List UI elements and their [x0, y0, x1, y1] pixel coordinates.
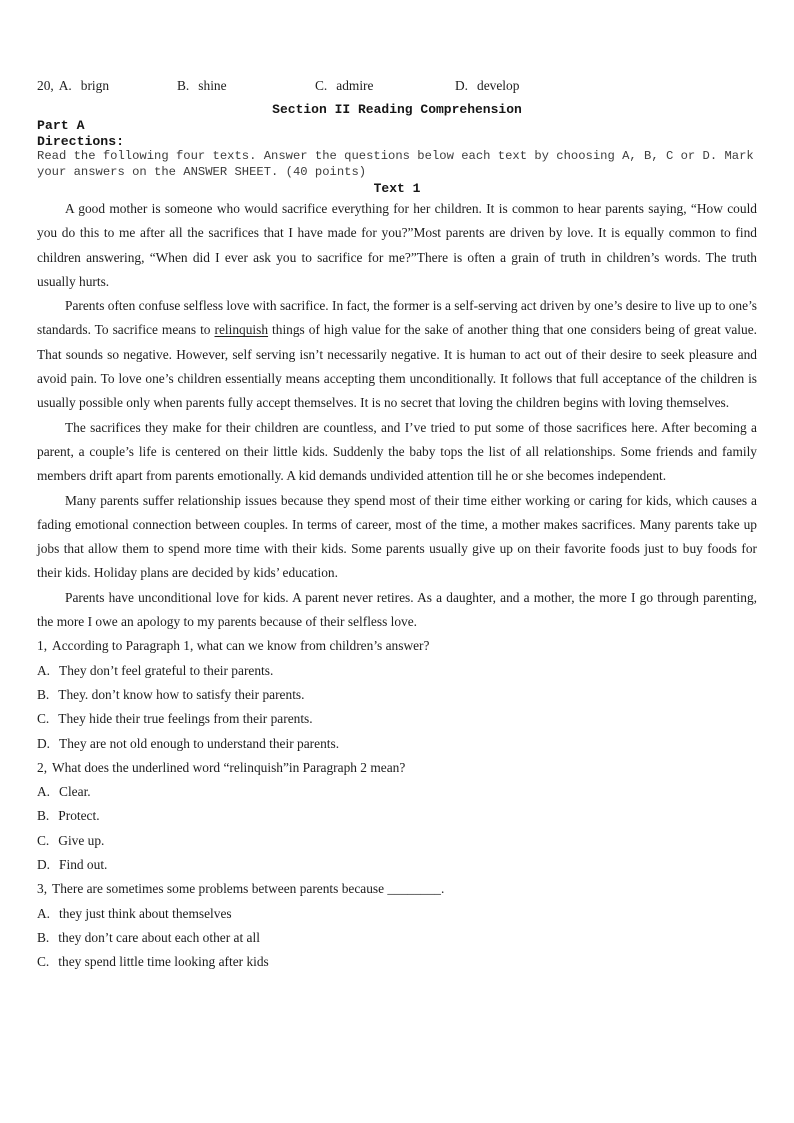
option-c-label: C.	[315, 78, 328, 93]
question-20-row	[37, 77, 757, 94]
option-label: B.	[37, 686, 50, 702]
part-a-label: Part A	[37, 118, 85, 133]
passage-paragraph-2	[37, 294, 757, 415]
option-label: B.	[37, 929, 50, 945]
question-3-option-a	[37, 902, 757, 926]
question-20-option-b	[177, 77, 315, 94]
question-2-option-a	[37, 780, 757, 804]
option-a-text: brign	[80, 78, 110, 93]
option-label: D.	[37, 735, 51, 751]
underlined-word-relinquish: relinquish	[214, 322, 269, 338]
question-3	[37, 877, 757, 974]
option-b-label: B.	[177, 78, 190, 93]
option-label: A.	[37, 784, 51, 800]
option-text: they don’t care about each other at all	[58, 929, 260, 945]
passage-paragraph-5: Parents have unconditional love for kids. A parent never retires. As a daughter, and a mother, the more I go through parenting, the more I owe an apology to my parents because of their selfless love.	[37, 589, 757, 630]
question-2-stem	[37, 756, 757, 780]
reading-passage	[37, 197, 757, 634]
paragraph-2-after: things of high value for the sake of another thing that one considers being of great value. That sounds so negative. However, self serving isn’t necessarily negative. It is human to act out of their desire to seek pleasure and avoid pain. To love one’s children essentially means accepting them unconditionally. It follows that full acceptance of the children is usually possible only when parents fully accept themselves. It is no secret that loving the children begins with loving themselves.	[37, 322, 757, 411]
option-text: They are not old enough to understand their parents.	[59, 735, 340, 751]
paragraph-2-before: Parents often confuse selfless love with sacrifice. In fact, the former is a self-serving act driven by one’s desire to live up to one’s standards. To sacrifice means to	[37, 298, 758, 338]
option-text: Protect.	[58, 808, 100, 824]
option-label: C.	[37, 711, 50, 727]
question-3-stem	[37, 877, 757, 901]
option-label: C.	[37, 832, 50, 848]
question-1-option-c	[37, 707, 757, 731]
text-1-title: Text 1	[373, 181, 421, 196]
question-1-text: According to Paragraph 1, what can we know from children’s answer?	[52, 638, 430, 654]
question-1	[37, 634, 757, 755]
directions-label: Directions:	[37, 134, 125, 149]
option-label: A.	[37, 905, 51, 921]
question-2-text: What does the underlined word “relinquish”in Paragraph 2 mean?	[52, 759, 406, 775]
question-20-option-c	[315, 77, 455, 94]
option-text: They don’t feel grateful to their parents.	[59, 662, 274, 678]
question-20-option-a	[37, 77, 177, 94]
option-c-text: admire	[336, 78, 374, 93]
question-3-number: 3,	[37, 881, 48, 897]
option-label: A.	[37, 662, 51, 678]
option-label: B.	[37, 808, 50, 824]
option-label: D.	[37, 857, 51, 873]
passage-paragraph-1: A good mother is someone who would sacrifice everything for her children. It is common to hear parents saying, “How could you do this to me after all the sacrifices that I have made for you?”Most parents are driven by love. It is equally common to find children answering, “When did I ever ask you to sacrifice for me?”There is often a grain of truth in children’s words. The truth usually hurts.	[37, 201, 757, 289]
question-20-option-d	[455, 77, 757, 94]
question-2-number: 2,	[37, 759, 48, 775]
option-text: Clear.	[59, 784, 91, 800]
option-text: they spend little time looking after kids	[58, 954, 269, 970]
question-2-option-c	[37, 829, 757, 853]
question-3-option-c	[37, 950, 757, 974]
question-2-option-d	[37, 853, 757, 877]
question-1-stem	[37, 634, 757, 658]
option-label: C.	[37, 954, 50, 970]
option-a-label: A.	[58, 78, 72, 93]
option-text: they just think about themselves	[59, 905, 232, 921]
option-text: They. don’t know how to satisfy their parents.	[58, 686, 305, 702]
question-1-option-d	[37, 732, 757, 756]
question-2	[37, 756, 757, 877]
option-d-label: D.	[455, 78, 469, 93]
question-1-option-a	[37, 659, 757, 683]
option-text: They hide their true feelings from their parents.	[58, 711, 313, 727]
directions-text: Read the following four texts. Answer the questions below each text by choosing A, B, C or D. Mark your answers on the ANSWER SHEET. (40 points)	[37, 149, 754, 179]
passage-paragraph-3: The sacrifices they make for their children are countless, and I’ve tried to put some of those sacrifices here. After becoming a parent, a couple’s life is centered on their little kids. Suddenly the baby tops the list of all relationships. Some friends and family members drift apart from parents emotionally. A kid demands undivided attention till he or she becomes independent.	[37, 419, 757, 484]
option-text: Find out.	[59, 857, 108, 873]
question-2-option-b	[37, 804, 757, 828]
section-title: Section II Reading Comprehension	[272, 102, 522, 117]
question-3-text: There are sometimes some problems between parents because ________.	[52, 881, 445, 897]
question-20-number: 20,	[37, 78, 54, 93]
option-b-text: shine	[198, 78, 227, 93]
question-3-option-b	[37, 926, 757, 950]
question-1-option-b	[37, 683, 757, 707]
passage-paragraph-4: Many parents suffer relationship issues because they spend most of their time either working or caring for kids, which causes a fading emotional connection between couples. In terms of career, most of the time, a mother makes sacrifices. Many parents take up jobs that allow them to spend more time with their kids. Some parents usually give up on their favorite foods just to buy foods for their kids. Holiday plans are decided by kids’ education.	[37, 492, 757, 581]
question-1-number: 1,	[37, 638, 48, 654]
option-text: Give up.	[58, 832, 105, 848]
option-d-text: develop	[477, 78, 520, 93]
